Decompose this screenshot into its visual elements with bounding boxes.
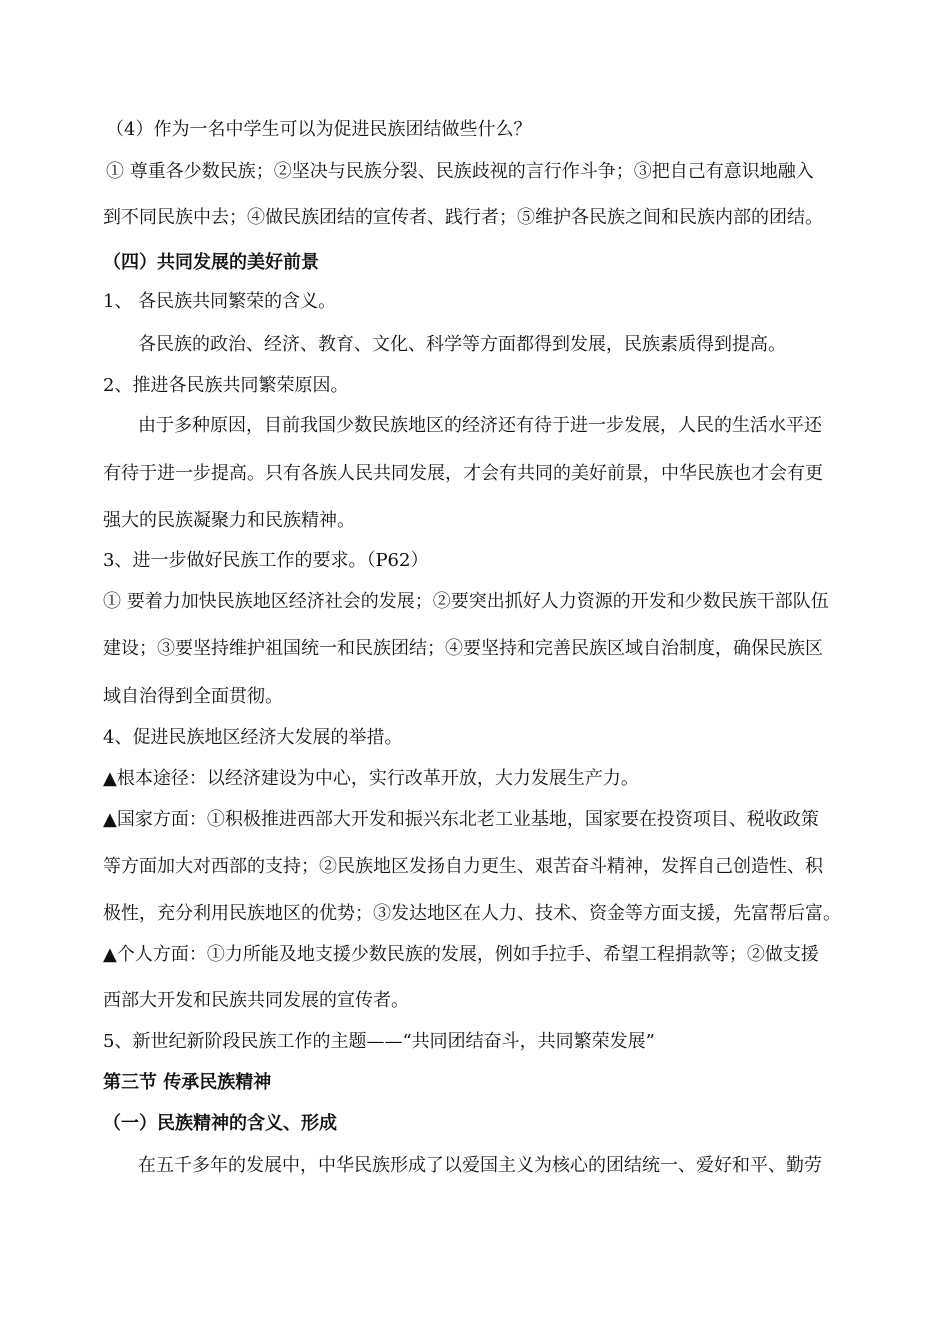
section-heading: （一）民族精神的含义、形成 xyxy=(103,1113,337,1134)
paragraph-line: 建设；③要坚持维护祖国统一和民族团结；④要坚持和完善民族区域自治制度，确保民族区 xyxy=(103,638,823,659)
paragraph-line: ① 要着力加快民族地区经济社会的发展；②要突出抓好人力资源的开发和少数民族干部队伍 xyxy=(103,591,829,612)
paragraph-line: 在五千多年的发展中，中华民族形成了以爱国主义为核心的团结统一、爱好和平、勤劳 xyxy=(138,1155,822,1176)
section-heading: （四）共同发展的美好前景 xyxy=(103,252,319,273)
paragraph-line: 域自治得到全面贯彻。 xyxy=(103,686,283,707)
item-heading: 4、促进民族地区经济大发展的举措。 xyxy=(103,727,403,748)
bullet-line: ▲国家方面：①积极推进西部大开发和振兴东北老工业基地，国家要在投资项目、税收政策 xyxy=(103,809,819,830)
paragraph-line: 各民族的政治、经济、教育、文化、科学等方面都得到发展，民族素质得到提高。 xyxy=(138,334,786,355)
bullet-line: ▲个人方面：①力所能及地支援少数民族的发展，例如手拉手、希望工程捐款等；②做支援 xyxy=(103,944,819,965)
item-heading: 2、推进各民族共同繁荣原因。 xyxy=(103,375,349,396)
bullet-line: ▲根本途径：以经济建设为中心，实行改革开放，大力发展生产力。 xyxy=(103,768,639,789)
item-heading: 1、 各民族共同繁荣的含义。 xyxy=(103,291,337,312)
paragraph-line: 强大的民族凝聚力和民族精神。 xyxy=(103,510,355,531)
paragraph-line: 到不同民族中去；④做民族团结的宣传者、践行者；⑤维护各民族之间和民族内部的团结。 xyxy=(103,207,823,228)
question-4: （4）作为一名中学生可以为促进民族团结做些什么？ xyxy=(106,119,532,140)
item-heading: 5、新世纪新阶段民族工作的主题——“共同团结奋斗，共同繁荣发展” xyxy=(103,1031,655,1052)
chapter-heading: 第三节 传承民族精神 xyxy=(103,1072,272,1093)
paragraph-line: 等方面加大对西部的支持；②民族地区发扬自力更生、艰苦奋斗精神，发挥自己创造性、积 xyxy=(103,856,823,877)
paragraph-line: 西部大开发和民族共同发展的宣传者。 xyxy=(103,990,409,1011)
item-heading: 3、进一步做好民族工作的要求。（P62） xyxy=(103,550,429,571)
paragraph-line: 由于多种原因，目前我国少数民族地区的经济还有待于进一步发展，人民的生活水平还 xyxy=(138,415,822,436)
paragraph-line: ① 尊重各少数民族；②坚决与民族分裂、民族歧视的言行作斗争；③把自己有意识地融入 xyxy=(106,161,814,182)
paragraph-line: 极性，充分利用民族地区的优势；③发达地区在人力、技术、资金等方面支援，先富帮后富。 xyxy=(103,903,841,924)
paragraph-line: 有待于进一步提高。只有各族人民共同发展，才会有共同的美好前景，中华民族也才会有更 xyxy=(103,463,823,484)
